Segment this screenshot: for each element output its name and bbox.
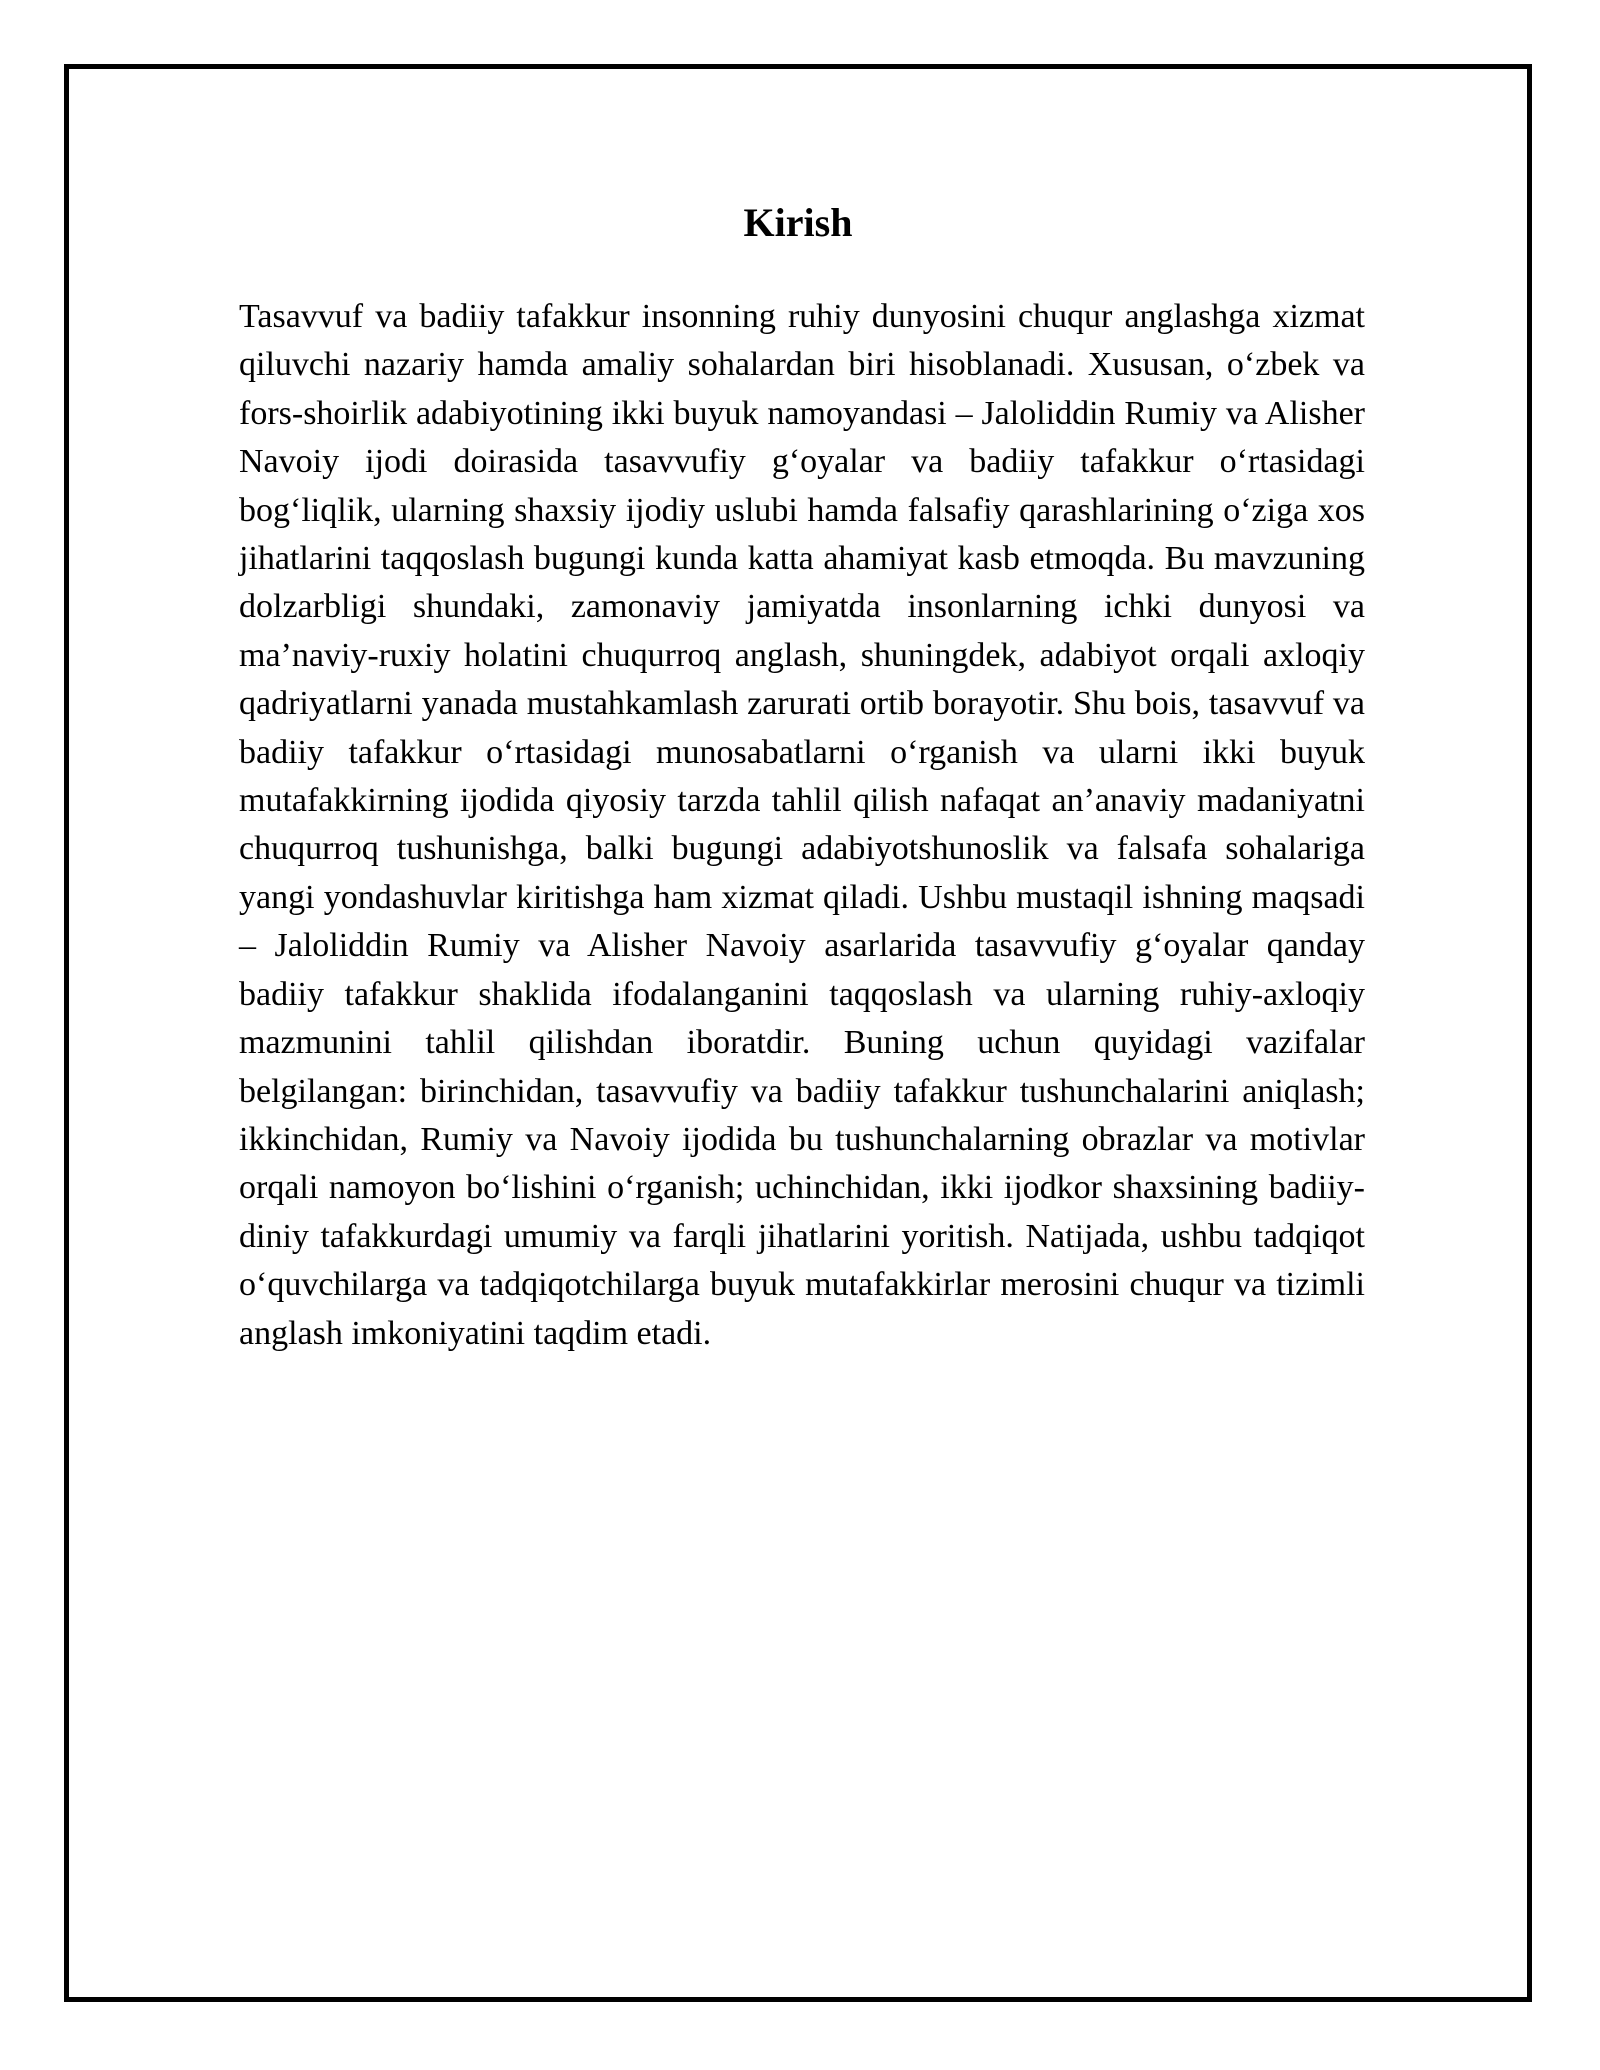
- page-border-frame: [64, 64, 1532, 2002]
- body-paragraph: Tasavvuf va badiiy tafakkur insonning ruhiy dunyosini chuqur anglashga xizmat qiluvchi nazariy hamda amaliy sohalardan biri hisoblanadi. Xususan, o‘zbek va fors-shoirlik adabiyotining ikki buyuk namoyandasi – Jaloliddin Rumiy va Alisher Navoiy ijodi doirasida tasavvufiy g‘oyalar va badiiy tafakkur o‘rtasidagi bog‘liqlik, ularning shaxsiy ijodiy uslubi hamda falsafiy qarashlarining o‘ziga xos jihatlarini taqqoslash bugungi kunda katta ahamiyat kasb etmoqda. Bu mavzuning dolzarbligi shundaki, zamonaviy jamiyatda insonlarning ichki dunyosi va ma’naviy-ruxiy holatini chuqurroq anglash, shuningdek, adabiyot orqali axloqiy qadriyatlarni yanada mustahkamlash zarurati ortib borayotir. Shu bois, tasavvuf va badiiy tafakkur o‘rtasidagi munosabatlarni o‘rganish va ularni ikki buyuk mutafakkirning ijodida qiyosiy tarzda tahlil qilish nafaqat an’anaviy madaniyatni chuqurroq tushunishga, balki bugungi adabiyotshunoslik va falsafa sohalariga yangi yondashuvlar kiritishga ham xizmat qiladi. Ushbu mustaqil ishning maqsadi – Jaloliddin Rumiy va Alisher Navoiy asarlarida tasavvufiy g‘oyalar qanday badiiy tafakkur shaklida ifodalanganini taqqoslash va ularning ruhiy-axloqiy mazmunini tahlil qilishdan iboratdir. Buning uchun quyidagi vazifalar belgilangan: birinchidan, tasavvufiy va badiiy tafakkur tushunchalarini aniqlash; ikkinchidan, Rumiy va Navoiy ijodida bu tushunchalarning obrazlar va motivlar orqali namoyon bo‘lishini o‘rganish; uchinchidan, ikki ijodkor shaxsining badiiy-diniy tafakkurdagi umumiy va farqli jihatlarini yoritish. Natijada, ushbu tadqiqot o‘quvchilarga va tadqiqotchilarga buyuk mutafakkirlar merosini chuqur va tizimli anglash imkoniyatini taqdim etadi.: [239, 298, 1365, 1352]
- page-title: Kirish: [743, 200, 853, 245]
